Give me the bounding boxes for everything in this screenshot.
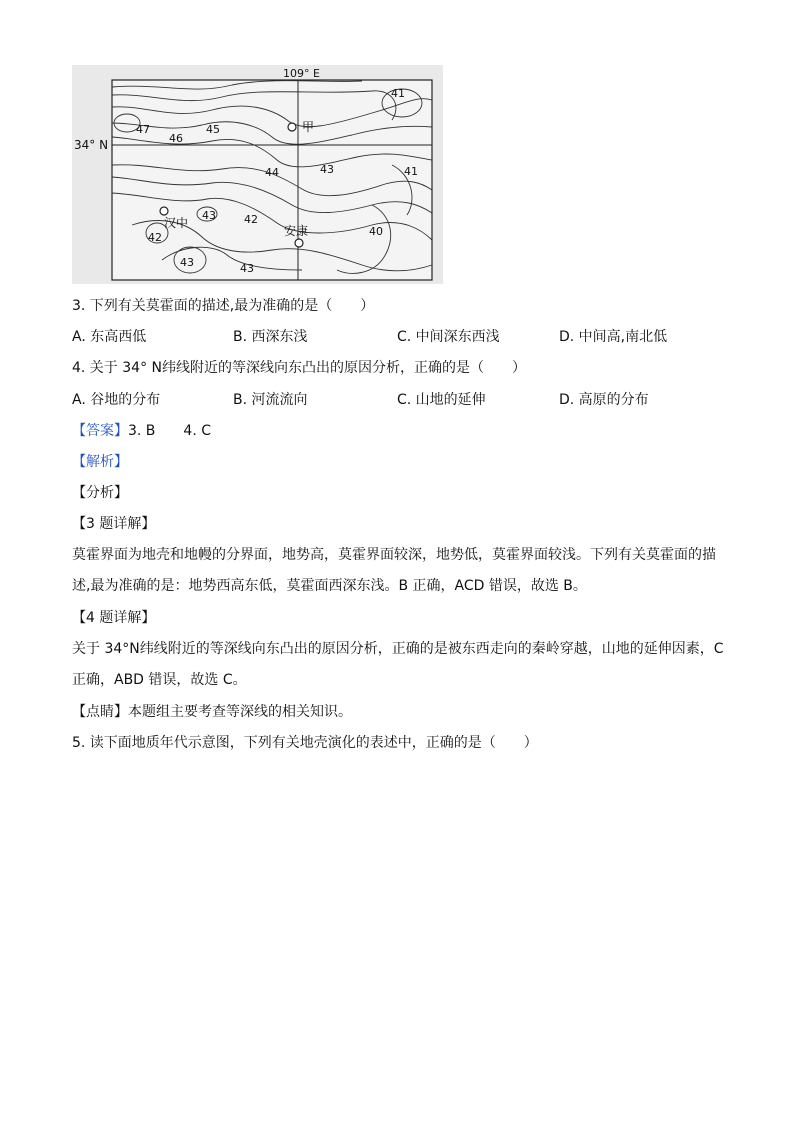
ankang-marker: [295, 239, 303, 247]
contour-map-figure: [72, 65, 443, 284]
contour-label: 41: [391, 87, 405, 100]
q3-option-a: A. 东高西低: [72, 329, 147, 345]
q4-option-c: C. 山地的延伸: [397, 392, 486, 408]
hanzhong-label: 汉中: [164, 216, 189, 230]
hanzhong-marker: [160, 207, 168, 215]
analysis-tag: 【解析】: [72, 454, 128, 470]
contour-label: 44: [265, 166, 279, 179]
ankang-label: 安康: [284, 224, 309, 238]
lon-label: 109° E: [283, 67, 320, 80]
contour-label: 46: [169, 132, 183, 145]
q4-detail-heading: 【4 题详解】: [72, 610, 156, 626]
q4-detail-text: 关于 34°N纬线附近的等深线向东凸出的原因分析，正确的是被东西走向的秦岭穿越，山地的延伸因素，C 正确，ABD 错误，故选 C。: [72, 641, 724, 688]
q4-option-a: A. 谷地的分布: [72, 392, 161, 408]
jia-label: 甲: [302, 120, 315, 134]
question-5-stem: 5. 读下面地质年代示意图，下列有关地壳演化的表述中，正确的是（ ）: [72, 735, 538, 751]
question-4-stem: 4. 关于 34° N纬线附近的等深线向东凸出的原因分析，正确的是（ ）: [72, 360, 526, 376]
contour-label: 45: [206, 123, 220, 136]
lat-label: 34° N: [74, 138, 109, 152]
contour-label: 42: [148, 231, 162, 244]
fenxi-heading: 【分析】: [72, 485, 128, 501]
answer-tag: 【答案】: [72, 423, 128, 439]
contour-label: 42: [244, 213, 258, 226]
q4-option-d: D. 高原的分布: [559, 392, 649, 408]
q3-option-c: C. 中间深东西浅: [397, 329, 500, 345]
contour-label: 43: [320, 163, 334, 176]
answer-text: 3. B 4. C: [128, 423, 211, 439]
q3-option-d: D. 中间高,南北低: [559, 329, 668, 345]
dianjing-text: 本题组主要考查等深线的相关知识。: [128, 704, 352, 720]
jia-marker: [288, 123, 296, 131]
contour-label: 43: [180, 256, 194, 269]
q3-detail-text: 莫霍界面为地壳和地幔的分界面，地势高，莫霍界面较深，地势低，莫霍界面较浅。下列有关莫霍面的描述,最为准确的是：地势西高东低，莫霍面西深东浅。B 正确，ACD 错误，故选 B。: [72, 547, 716, 594]
contour-map: [72, 65, 443, 284]
analysis-heading: [72, 452, 128, 472]
q3-option-b: B. 西深东浅: [233, 329, 308, 345]
contour-label: 43: [202, 209, 216, 222]
contour-label: 41: [404, 165, 418, 178]
dianjing-tag: 【点睛】: [72, 704, 128, 720]
q4-option-b: B. 河流流向: [233, 392, 308, 408]
q3-detail-heading: 【3 题详解】: [72, 516, 156, 532]
contour-label: 47: [136, 123, 150, 136]
question-3-stem: 3. 下列有关莫霍面的描述,最为准确的是（ ）: [72, 298, 375, 314]
dianjing-line: [72, 702, 352, 722]
contour-label: 40: [369, 225, 383, 238]
answer-line: [72, 421, 211, 441]
contour-label: 43: [240, 262, 254, 275]
